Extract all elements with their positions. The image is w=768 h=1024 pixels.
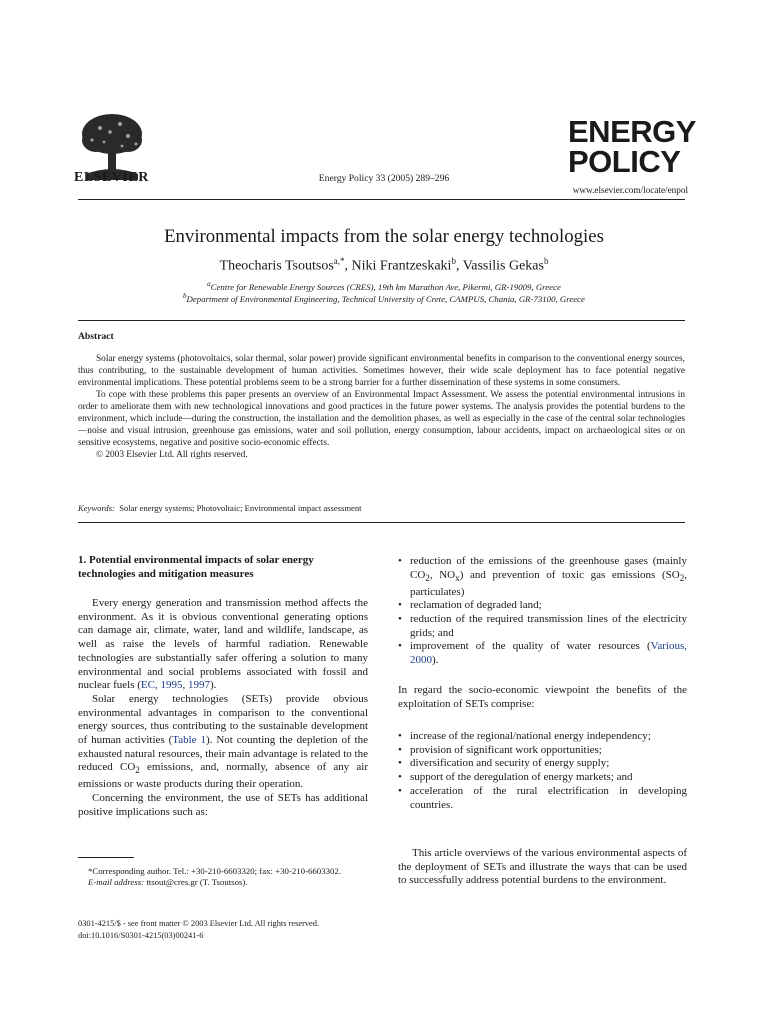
email-line — [78, 877, 368, 888]
footnote — [78, 866, 368, 888]
list-item — [398, 785, 687, 812]
affiliation-mark: a — [207, 280, 211, 288]
header-rule — [78, 199, 685, 200]
bullet: • — [398, 784, 402, 797]
list-item — [398, 730, 687, 744]
bullet: • — [398, 757, 402, 770]
text-run: ). Not counting the depletion of the exhausted natural resources, their main advantage is related to the reduced CO — [78, 734, 368, 774]
left-column-body — [78, 597, 368, 819]
author-list: Theocharis Tsoutsos$^{a,*}$, Niki Frantzeskaki$^b$, Vassilis Gekas$^b$ — [219, 256, 549, 274]
body-paragraph: Concerning the environment, the use of SETs has additional positive implications such as: — [78, 792, 368, 818]
citation-link[interactable]: EC, 1995 — [140, 679, 183, 692]
bullet: • — [398, 555, 402, 567]
text-run: reduction of the required transmission lines of the electricity grids; and — [410, 613, 687, 639]
abstract-heading: Abstract — [78, 331, 114, 342]
body-paragraph — [78, 597, 368, 693]
issn-line: 0301-4215/$ - see front matter © 2003 Elsevier Ltd. All rights reserved. — [78, 919, 320, 928]
section-heading: 1. Potential environmental impacts of solar energy technologies and mitigation measures — [78, 554, 314, 580]
list-item — [398, 757, 687, 771]
subscript: 2 — [425, 572, 430, 583]
affiliation-b — [0, 292, 768, 304]
journal-title-line1: ENERGY — [568, 114, 696, 149]
list-item — [398, 555, 687, 599]
corresponding-author-note: *Corresponding author. Tel.: +30-210-6603320; fax: +30-210-6603302. — [88, 866, 341, 876]
keywords-label: Keywords: — [78, 503, 115, 513]
bullet: • — [398, 613, 402, 625]
list-item — [398, 771, 687, 785]
text-run: reduction of the emissions of the greenhouse gases (mainly CO — [410, 555, 687, 581]
text-run: Every energy generation and transmission method affects the environment. As it is obvious conventional generating options can damage air, climate, water, land and wildlife, landscape, as well as raise the levels of harmful radiation. Renewable technologies are substantially safer offering a solution to many environmental and social problems associated with fossil and nuclear fuels ( — [78, 597, 368, 692]
author-affil-mark: b — [543, 256, 549, 266]
text-run: emissions, and, normally, absence of any air emissions or waste products during their operation. — [78, 761, 369, 791]
author-name: Niki Frantzeskaki — [351, 258, 452, 274]
subscript: 2 — [679, 572, 685, 583]
text-run: , — [182, 679, 188, 692]
citation-link[interactable]: 1997 — [187, 679, 210, 692]
abstract-top-rule — [78, 320, 685, 321]
text-run: reclamation of degraded land; — [410, 599, 542, 612]
bullet: • — [398, 730, 402, 742]
affiliation-mark: b — [183, 292, 187, 300]
author-affil-mark: a,* — [333, 256, 345, 266]
author-name: Vassilis Gekas — [462, 258, 544, 274]
affiliation-a — [0, 280, 768, 292]
text-run: ). — [209, 679, 217, 692]
text-run: Solar energy technologies (SETs) provide obvious environmental advantages in comparison to the conventional energy sources, thus contributing to the sustainable development of human activities ( — [78, 692, 368, 747]
bullet: • — [398, 771, 402, 784]
closing-paragraph: This article overviews of the various environmental aspects of the deployment of SETs and illustrate the ways that can be used to successfully address potential burdens to the environment. — [398, 847, 687, 887]
text-run: , NO — [429, 568, 456, 581]
text-run: ). — [432, 654, 439, 667]
bullet: • — [398, 743, 402, 756]
list-item — [398, 744, 687, 758]
journal-url[interactable]: www.elsevier.com/locate/enpol — [572, 185, 688, 195]
author-affil-mark: b — [451, 256, 456, 266]
journal-title-logo — [568, 114, 696, 179]
bottom-identifiers — [78, 918, 319, 941]
text-run: diversification and security of energy supply; — [410, 757, 610, 770]
affiliation-text: Department of Environmental Engineering, Technical University of Crete, CAMPUS, Chania, GR-73100, Greece — [186, 293, 585, 304]
right-column-environmental-list — [398, 555, 687, 668]
keywords-text: Solar energy systems; Photovoltaic; Environmental impact assessment — [119, 503, 362, 513]
text-run: , particulates) — [410, 568, 688, 598]
email-label: E-mail address: — [88, 877, 145, 887]
list-item — [398, 640, 687, 667]
affiliation-text: Centre for Renewable Energy Sources (CRES), 19th km Marathon Ave, Pikermi, GR-19009, Greece — [210, 281, 561, 292]
right-column-socio-list — [398, 730, 687, 812]
list-item — [398, 613, 687, 640]
text-run: ) and prevention of toxic gas emissions (SO — [459, 568, 680, 581]
body-paragraph — [78, 693, 368, 792]
keywords-line — [78, 503, 362, 513]
journal-title-line2: POLICY — [568, 144, 681, 179]
text-run: improvement of the quality of water resources ( — [410, 640, 651, 653]
text-run: provision of significant work opportunities; — [410, 743, 602, 756]
subscript: x — [455, 572, 460, 583]
abstract-bottom-rule — [78, 522, 685, 523]
footnote-rule — [78, 857, 134, 858]
table-link[interactable]: Table 1 — [172, 734, 206, 747]
text-run: increase of the regional/national energy independency; — [410, 730, 651, 742]
article-title: Environmental impacts from the solar energy technologies — [164, 226, 604, 247]
author-name: Theocharis Tsoutsos — [219, 258, 334, 274]
abstract-paragraph: To cope with these problems this paper presents an overview of an Environmental Impact Assessment. We assess the potential environmental intrusions in order to ameliorate them with new technological innovations and good practices in the future power systems. The analysis provides the potential burdens to the environment, which include—during the construction, the installation and the demolition phases, as well as especially in the case of the central solar technologies—noise and visual intrusion, greenhouse gas emissions, water and soil pollution, energy consumption, labour accidents, impact on archaeological sites or on sensitive ecosystems, negative and positive socio-economic effects. — [78, 390, 685, 448]
journal-reference: Energy Policy 33 (2005) 289–296 — [318, 173, 450, 184]
bullet: • — [398, 599, 402, 612]
bullet: • — [398, 640, 402, 653]
abstract-copyright: © 2003 Elsevier Ltd. All rights reserved. — [96, 450, 248, 460]
subscript: 2 — [135, 765, 140, 776]
text-run: acceleration of the rural electrification in developing countries. — [410, 784, 687, 811]
publisher-name: ELSEVIER — [74, 170, 149, 185]
email-address[interactable]: ttsout@cres.gr (T. Tsoutsos). — [146, 877, 248, 887]
doi-line[interactable]: doi:10.1016/S0301-4215(03)00241-6 — [78, 930, 204, 940]
text-run: support of the deregulation of energy markets; and — [410, 771, 633, 784]
socio-economic-intro: In regard the socio-economic viewpoint the benefits of the exploitation of SETs comprise: — [398, 684, 687, 710]
citation-link[interactable]: Various, 2000 — [410, 640, 687, 667]
list-item — [398, 599, 687, 613]
abstract-paragraph: Solar energy systems (photovoltaics, solar thermal, solar power) provide significant environmental benefits in comparison to the conventional energy sources, thus contributing, to the sustainable development of human activities. Sometimes however, their wide scale deployment has to face potential negative environmental implications. These potential problems seem to be a strong barrier for a further dissemination of these systems in some consumers. — [78, 354, 685, 388]
abstract-body — [78, 353, 685, 461]
